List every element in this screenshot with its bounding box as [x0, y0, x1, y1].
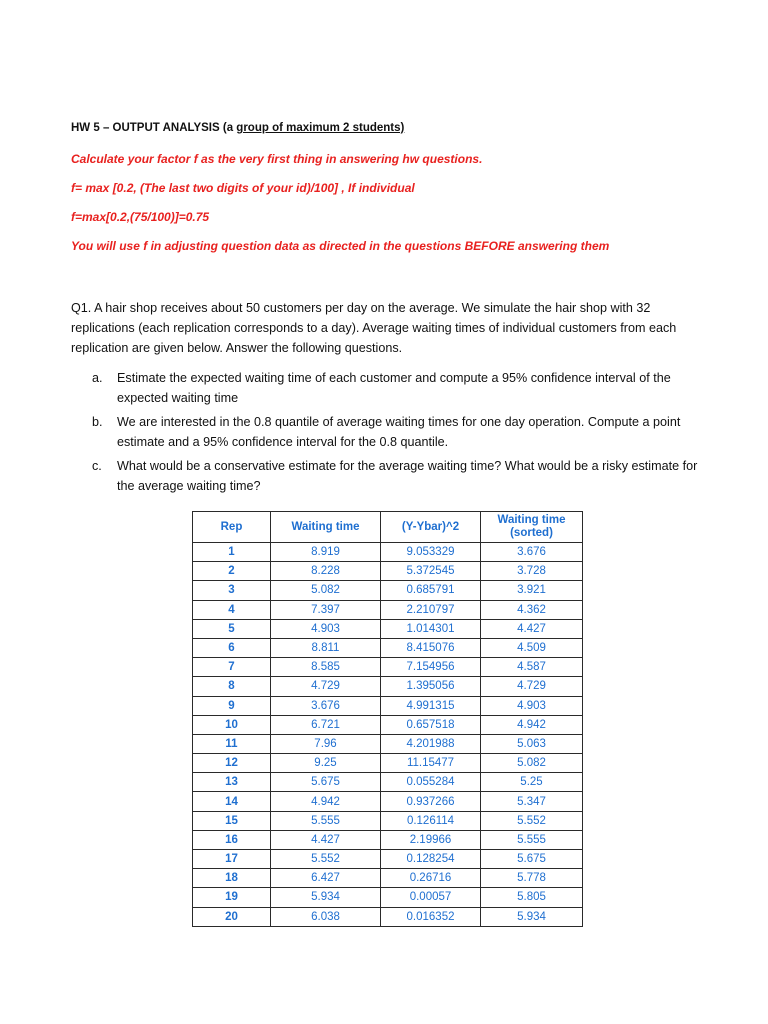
table-row [193, 658, 583, 677]
rep-cell: 11 [193, 734, 271, 753]
waiting-time-cell: 8.811 [271, 638, 381, 657]
table-row [193, 562, 583, 581]
sorted-time-cell: 5.082 [481, 754, 583, 773]
table-row [193, 888, 583, 907]
rep-cell: 20 [193, 907, 271, 926]
table-row [193, 677, 583, 696]
header-waiting-time: Waiting time [271, 512, 381, 543]
rep-cell: 12 [193, 754, 271, 773]
rep-cell: 19 [193, 888, 271, 907]
waiting-time-cell: 4.729 [271, 677, 381, 696]
table-row [193, 715, 583, 734]
question-1-text: Q1. A hair shop receives about 50 customers per day on the average. We simulate the hair shop with 32 replications (each replication corresponds to a day). Average waiting times of individual customers from each replication are given below. Answer the following questions. [71, 301, 677, 355]
sorted-time-cell: 5.063 [481, 734, 583, 753]
sorted-time-cell: 4.942 [481, 715, 583, 734]
sorted-time-cell: 5.778 [481, 869, 583, 888]
rep-cell: 7 [193, 658, 271, 677]
waiting-time-cell: 6.038 [271, 907, 381, 926]
sorted-time-cell: 5.555 [481, 830, 583, 849]
rep-cell: 3 [193, 581, 271, 600]
waiting-time-cell: 5.555 [271, 811, 381, 830]
waiting-time-cell: 8.585 [271, 658, 381, 677]
instruction-line-3: f=max[0.2,(75/100)]=0.75 [71, 210, 210, 224]
waiting-time-cell: 7.397 [271, 600, 381, 619]
squared-deviation-cell: 1.014301 [381, 619, 481, 638]
squared-deviation-cell: 4.201988 [381, 734, 481, 753]
rep-cell: 6 [193, 638, 271, 657]
waiting-time-cell: 5.934 [271, 888, 381, 907]
squared-deviation-cell: 0.016352 [381, 907, 481, 926]
rep-cell: 17 [193, 850, 271, 869]
squared-deviation-cell: 2.210797 [381, 600, 481, 619]
rep-cell: 8 [193, 677, 271, 696]
sorted-time-cell: 5.25 [481, 773, 583, 792]
squared-deviation-cell: 0.26716 [381, 869, 481, 888]
table-row [193, 543, 583, 562]
item-text: We are interested in the 0.8 quantile of average waiting times for one day operation. Compute a point estimate and a 95% confidence interval for the 0.8 quantile. [117, 415, 681, 449]
waiting-time-cell: 8.228 [271, 562, 381, 581]
question-items-list [92, 368, 712, 500]
waiting-time-cell: 4.903 [271, 619, 381, 638]
table-row [193, 850, 583, 869]
squared-deviation-cell: 0.126114 [381, 811, 481, 830]
sorted-time-cell: 5.552 [481, 811, 583, 830]
squared-deviation-cell: 0.055284 [381, 773, 481, 792]
table-row [193, 638, 583, 657]
table-row [193, 773, 583, 792]
table-row [193, 734, 583, 753]
rep-cell: 14 [193, 792, 271, 811]
item-letter: b. [92, 415, 103, 429]
table-row [193, 600, 583, 619]
squared-deviation-cell: 1.395056 [381, 677, 481, 696]
table-header-row [193, 512, 583, 543]
waiting-time-cell: 7.96 [271, 734, 381, 753]
squared-deviation-cell: 0.937266 [381, 792, 481, 811]
sorted-time-cell: 4.903 [481, 696, 583, 715]
rep-cell: 16 [193, 830, 271, 849]
sorted-time-cell: 4.729 [481, 677, 583, 696]
sorted-time-cell: 4.362 [481, 600, 583, 619]
waiting-time-cell: 4.427 [271, 830, 381, 849]
question-item-a [92, 368, 712, 408]
sorted-time-cell: 3.728 [481, 562, 583, 581]
waiting-time-cell: 5.675 [271, 773, 381, 792]
header-rep: Rep [193, 512, 271, 543]
squared-deviation-cell: 9.053329 [381, 543, 481, 562]
sorted-time-cell: 5.347 [481, 792, 583, 811]
sorted-time-cell: 3.676 [481, 543, 583, 562]
squared-deviation-cell: 0.128254 [381, 850, 481, 869]
rep-cell: 15 [193, 811, 271, 830]
item-letter: a. [92, 371, 103, 385]
waiting-time-cell: 6.721 [271, 715, 381, 734]
rep-cell: 4 [193, 600, 271, 619]
waiting-time-cell: 9.25 [271, 754, 381, 773]
squared-deviation-cell: 0.00057 [381, 888, 481, 907]
header-squared-deviation: (Y-Ybar)^2 [381, 512, 481, 543]
rep-cell: 13 [193, 773, 271, 792]
squared-deviation-cell: 4.991315 [381, 696, 481, 715]
group-note: group of maximum 2 students) [236, 122, 405, 134]
rep-cell: 9 [193, 696, 271, 715]
sorted-time-cell: 3.921 [481, 581, 583, 600]
table-row [193, 754, 583, 773]
sorted-time-cell: 4.509 [481, 638, 583, 657]
squared-deviation-cell: 11.15477 [381, 754, 481, 773]
rep-cell: 1 [193, 543, 271, 562]
table-row [193, 619, 583, 638]
squared-deviation-cell: 2.19966 [381, 830, 481, 849]
squared-deviation-cell: 0.685791 [381, 581, 481, 600]
hw-title-paren: (a [219, 122, 237, 134]
sorted-time-cell: 5.675 [481, 850, 583, 869]
table-row [193, 869, 583, 888]
table-row [193, 907, 583, 926]
sorted-time-cell: 4.427 [481, 619, 583, 638]
table-body [193, 543, 583, 927]
homework-title [71, 122, 404, 134]
squared-deviation-cell: 5.372545 [381, 562, 481, 581]
waiting-time-cell: 5.552 [271, 850, 381, 869]
table-row [193, 811, 583, 830]
sorted-time-cell: 4.587 [481, 658, 583, 677]
question-item-b [92, 412, 712, 452]
squared-deviation-cell: 8.415076 [381, 638, 481, 657]
sorted-time-cell: 5.934 [481, 907, 583, 926]
waiting-time-cell: 8.919 [271, 543, 381, 562]
item-letter: c. [92, 459, 102, 473]
rep-cell: 18 [193, 869, 271, 888]
item-text: What would be a conservative estimate for the average waiting time? What would be a risky estimate for the average waiting time? [117, 459, 698, 493]
waiting-time-cell: 4.942 [271, 792, 381, 811]
instruction-line-4: You will use f in adjusting question data as directed in the questions BEFORE answering them [71, 239, 610, 253]
table-row [193, 581, 583, 600]
squared-deviation-cell: 0.657518 [381, 715, 481, 734]
waiting-time-cell: 3.676 [271, 696, 381, 715]
waiting-time-cell: 5.082 [271, 581, 381, 600]
question-item-c [92, 456, 712, 496]
hw-title-text: HW 5 – OUTPUT ANALYSIS [71, 122, 220, 134]
rep-cell: 10 [193, 715, 271, 734]
header-waiting-time-sorted: Waiting time (sorted) [481, 512, 583, 543]
item-text: Estimate the expected waiting time of each customer and compute a 95% confidence interval of the expected waiting time [117, 371, 671, 405]
instruction-line-1: Calculate your factor f as the very first thing in answering hw questions. [71, 152, 483, 166]
rep-cell: 5 [193, 619, 271, 638]
squared-deviation-cell: 7.154956 [381, 658, 481, 677]
rep-cell: 2 [193, 562, 271, 581]
waiting-time-table [192, 511, 583, 927]
table-row [193, 696, 583, 715]
instruction-line-2: f= max [0.2, (The last two digits of your id)/100] , If individual [71, 181, 415, 195]
sorted-time-cell: 5.805 [481, 888, 583, 907]
table-row [193, 830, 583, 849]
waiting-time-cell: 6.427 [271, 869, 381, 888]
table-row [193, 792, 583, 811]
